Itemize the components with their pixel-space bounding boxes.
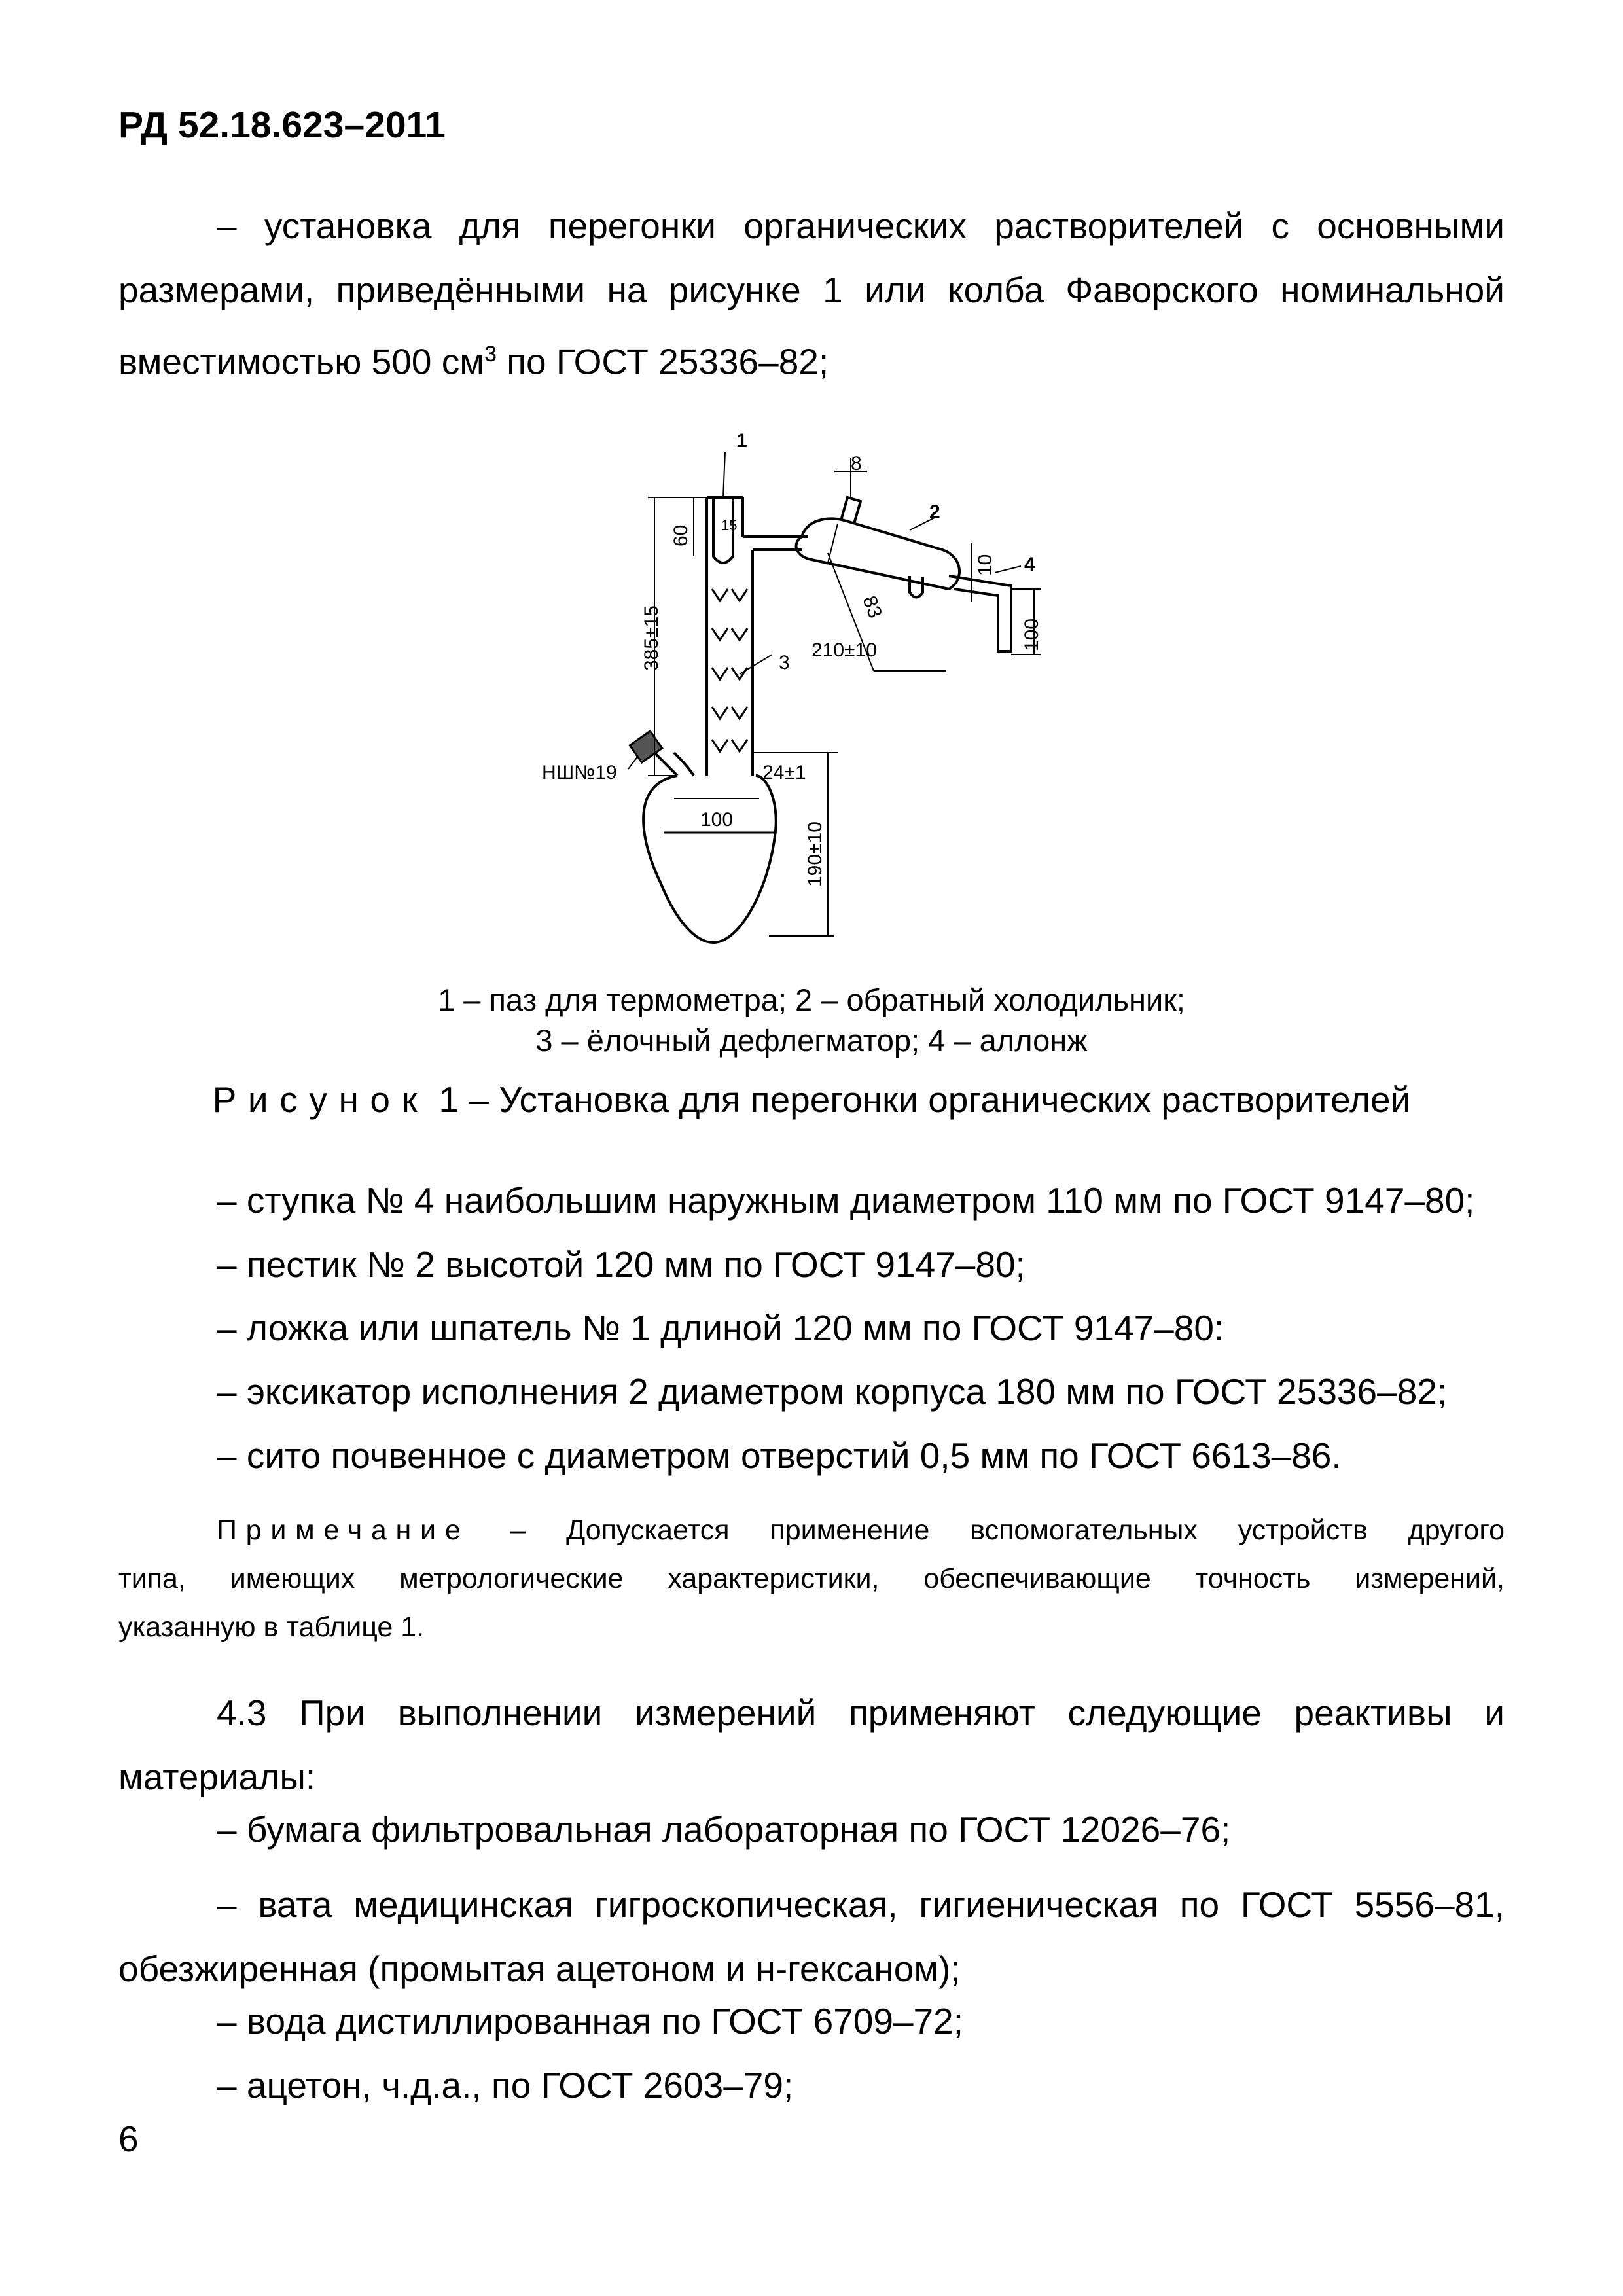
dim-10: 10 (974, 554, 996, 576)
intro-line-3 (118, 322, 1505, 393)
dim-210: 210±10 (812, 639, 877, 661)
list-item: – ацетон, ч.д.а., по ГОСТ 2603–79; (217, 2065, 794, 2106)
page-number: 6 (118, 2119, 139, 2159)
label-2: 2 (929, 501, 940, 523)
stopper-label: НШ№19 (542, 762, 617, 783)
intro-line-3-text: вместимостью 500 см (118, 341, 485, 382)
figure-legend-line-2: 3 – ёлочный дефлегматор; 4 – аллонж (535, 1023, 1088, 1058)
figure-caption-word: Рисунок (212, 1079, 429, 1120)
dim-100-vertical: 100 (1021, 618, 1043, 651)
note-text: – Допускается применение вспомогательных устройств другого (469, 1515, 1505, 1546)
intro-line-3-tail: по ГОСТ 25336–82; (496, 341, 829, 382)
dim-100-horizontal: 100 (700, 809, 734, 831)
note-line-1 (118, 1506, 1505, 1554)
list-item: – вата медицинская гигроскопическая, гигиеническая по ГОСТ 5556–81, (217, 1884, 1505, 1925)
list-item: – эксикатор исполнения 2 диаметром корпуса 180 мм по ГОСТ 25336–82; (217, 1371, 1448, 1412)
list-item-continuation: обезжиренная (промытая ацетоном и н-гексаном); (118, 1948, 961, 1989)
label-8: 8 (851, 453, 862, 475)
figure-legend-line-1: 1 – паз для термометра; 2 – обратный холодильник; (438, 982, 1185, 1017)
label-1: 1 (736, 430, 747, 452)
list-item: – ступка № 4 наибольшим наружным диаметром 110 мм по ГОСТ 9147–80; (217, 1180, 1475, 1221)
figure-caption-text: 1 – Установка для перегонки органических растворителей (429, 1079, 1411, 1120)
label-3: 3 (779, 652, 790, 673)
list-item: – вода дистиллированная по ГОСТ 6709–72; (217, 2001, 964, 2041)
note-line-2: типа, имеющих метрологические характеристики, обеспечивающие точность измерений, (118, 1563, 1505, 1594)
dim-60: 60 (670, 524, 692, 547)
list-item: – ложка или шпатель № 1 длиной 120 мм по ГОСТ 9147–80: (217, 1308, 1224, 1348)
figure-caption (118, 1079, 1505, 1121)
dim-24: 24±1 (762, 762, 806, 783)
superscript: 3 (484, 342, 497, 367)
note-line-3: указанную в таблице 1. (118, 1611, 425, 1643)
dim-83: 83 (858, 593, 886, 621)
intro-line-2: размерами, приведёнными на рисунке 1 или колба Фаворского номинальной (118, 270, 1505, 310)
list-item: – бумага фильтровальная лабораторная по ГОСТ 12026–76; (217, 1809, 1231, 1850)
dim-15: 15 (721, 517, 738, 533)
dim-190: 190±10 (804, 821, 826, 887)
dim-385: 385±15 (641, 605, 662, 671)
list-item: – сито почвенное с диаметром отверстий 0,5 мм по ГОСТ 6613–86. (217, 1435, 1342, 1476)
distillation-apparatus-figure (524, 412, 1060, 956)
intro-line-1: – установка для перегонки органических растворителей с основными (217, 206, 1505, 246)
note-label: Примечание (217, 1515, 470, 1546)
document-id: РД 52.18.623–2011 (118, 104, 446, 146)
section-4-3-line-1: 4.3 При выполнении измерений применяют следующие реактивы и (217, 1693, 1505, 1733)
section-4-3-line-2: материалы: (118, 1757, 316, 1797)
label-4: 4 (1024, 554, 1035, 575)
list-item: – пестик № 2 высотой 120 мм по ГОСТ 9147–80; (217, 1244, 1026, 1285)
